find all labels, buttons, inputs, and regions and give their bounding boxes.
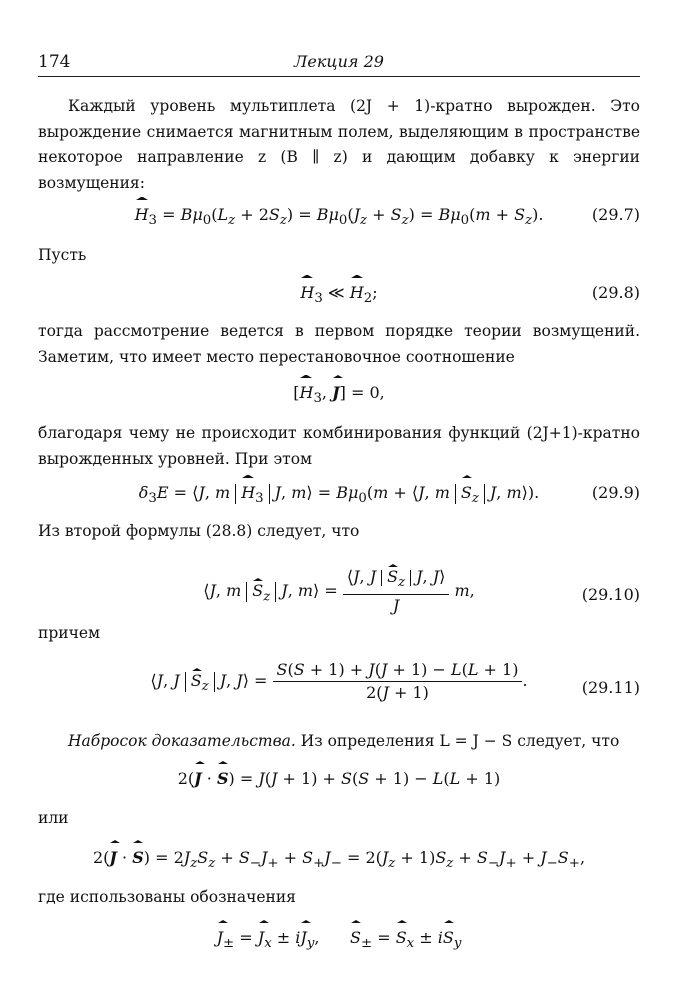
- proof-sketch-text: Из определения L = J − S следует, что: [300, 732, 620, 750]
- page-header: [38, 50, 640, 77]
- paragraph-perturbation: тогда рассмотрение ведется в первом порядке теории возмущений. Заметим, что имеет место перестановочное соотношение: [38, 322, 640, 366]
- equation-body: $J_\pm = J_x \pm iJ_y$, $S_\pm = S_x \pm iS_y$: [38, 923, 640, 959]
- equation-commutator: [38, 378, 640, 408]
- equation-29-8: [38, 278, 640, 308]
- equation-body: [$H_3$, J] = 0,: [38, 378, 640, 414]
- equation-number: (29.9): [591, 483, 640, 502]
- equation-body: ⟨J, J $S_z$ J, J⟩ = $\frac{S(S + 1) + J(J + 1) - L(L + 1)}{2(J + 1)}$ .: [150, 660, 528, 702]
- paragraph-let: Пусть: [38, 246, 87, 264]
- equation-29-10: [38, 567, 640, 616]
- equation-body: ⟨J, m $S_z$ J, m⟩ = $\frac{⟨J, J S_z J, J⟩}{J}$ m,: [203, 567, 475, 616]
- equation-29-7: [38, 200, 640, 230]
- running-title: Лекция 29: [294, 52, 384, 71]
- equation-dot-product: [38, 764, 640, 794]
- equation-number: (29.8): [591, 283, 640, 302]
- equation-body: $\delta_3E$ = ⟨J, m $H_3$ J, m⟩ = $B\mu_0(m$ + ⟨J, m $S_z$ J, m⟩).: [38, 478, 640, 514]
- equation-body: $H_3 = B\mu_0(L_z + 2S_z) = B\mu_0(J_z + S_z) = B\mu_0(m + S_z)$.: [38, 200, 640, 236]
- equation-29-9: [38, 478, 640, 508]
- paragraph-or: или: [38, 809, 69, 827]
- equation-number: (29.11): [581, 678, 640, 697]
- proof-sketch-label: Набросок доказательства.: [68, 732, 296, 750]
- equation-dot-expansion: [38, 843, 640, 873]
- paragraph-combination: благодаря чему не происходит комбинирования функций (2J+1)-кратно вырожденных уровней. При этом: [38, 424, 640, 468]
- paragraph-whereas: причем: [38, 624, 101, 642]
- equation-ladder-operators: [38, 923, 640, 953]
- paragraph-notation: где использованы обозначения: [38, 888, 296, 906]
- paragraph-proof-sketch: [38, 729, 640, 755]
- equation-number: (29.10): [581, 585, 640, 604]
- equation-body: $H_3$ ≪ $H_2$;: [38, 278, 640, 314]
- page-number: 174: [38, 52, 71, 72]
- equation-body: $2(J \cdot S) = 2J_zS_z + S_-J_+ + S_+J_- = 2(J_z + 1)S_z + S_-J_+ + J_-S_+$,: [38, 843, 640, 879]
- equation-body: 2(J · S) = J(J + 1) + S(S + 1) − L(L + 1): [38, 764, 640, 794]
- equation-number: (29.7): [591, 205, 640, 224]
- equation-29-11: [38, 660, 640, 706]
- paragraph-intro: Каждый уровень мультиплета (2J + 1)-кратно вырожден. Это вырождение снимается магнитным полем, выделяющим в пространстве некоторое направление z (B ∥ z) и дающим добавку к энергии возмущения:: [38, 97, 640, 192]
- paragraph-second-formula: Из второй формулы (28.8) следует, что: [38, 522, 360, 540]
